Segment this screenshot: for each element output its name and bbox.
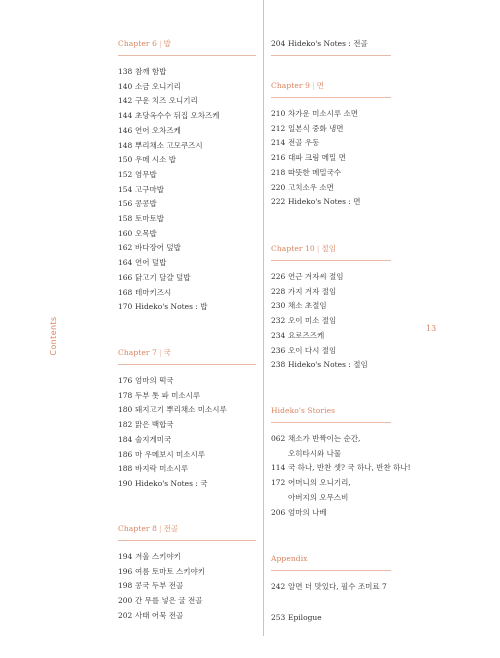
chapter-subtitle: 전골 xyxy=(163,524,179,533)
toc-item[interactable] xyxy=(271,314,391,329)
toc-page-number: 184 xyxy=(118,434,133,444)
toc-item-title: 여름 토마토 스키야키 xyxy=(135,566,205,576)
toc-page-number: 204 xyxy=(271,39,286,48)
toc-page-number: 212 xyxy=(271,123,286,133)
toc-list xyxy=(271,432,411,520)
chapter-section xyxy=(118,523,256,624)
toc-item[interactable] xyxy=(118,374,256,389)
toc-page-number: 188 xyxy=(118,464,133,474)
toc-item[interactable] xyxy=(118,227,256,242)
toc-item-title: Hideko's Notes : 밥 xyxy=(135,302,208,312)
toc-item[interactable] xyxy=(118,153,256,168)
toc-item[interactable] xyxy=(118,403,256,418)
toc-item-title: 연어 덮밥 xyxy=(135,258,167,268)
toc-page-number: 230 xyxy=(271,301,286,311)
toc-list xyxy=(271,580,391,625)
toc-list xyxy=(118,65,256,315)
section-rule xyxy=(271,422,391,423)
toc-page-number: 152 xyxy=(118,169,133,179)
toc-page-number: 178 xyxy=(118,390,133,400)
toc-page-number: 198 xyxy=(118,581,133,591)
toc-page-number: 182 xyxy=(118,420,133,430)
toc-item[interactable] xyxy=(271,432,391,461)
toc-item-title: 오목밥 xyxy=(135,228,157,238)
toc-item-title: 대파 크림 메밀 면 xyxy=(288,153,346,163)
toc-item[interactable] xyxy=(118,477,256,492)
section-rule xyxy=(118,55,256,56)
toc-item[interactable] xyxy=(118,168,256,183)
toc-page-number: 154 xyxy=(118,184,133,194)
toc-page-number: 164 xyxy=(118,258,133,268)
toc-item-title: 바지락 미소시루 xyxy=(135,464,189,474)
toc-item[interactable] xyxy=(271,358,391,373)
toc-item-title: 고치소우 소면 xyxy=(288,182,334,192)
toc-page-number: 156 xyxy=(118,199,133,209)
toc-page-number: 222 xyxy=(271,197,286,207)
toc-item-title: 차가운 미소시루 소면 xyxy=(288,109,358,118)
toc-item-title: 채소 초절임 xyxy=(288,301,327,311)
heading-separator: | xyxy=(316,244,320,253)
toc-page-number: 186 xyxy=(118,449,133,459)
toc-page-number: 196 xyxy=(118,566,133,576)
page-number: 13 xyxy=(426,324,437,333)
toc-page-number: 176 xyxy=(118,376,133,385)
section-rule xyxy=(271,260,391,261)
chapter-subtitle: 면 xyxy=(316,81,324,90)
chapter-number: Chapter 6 xyxy=(118,39,157,48)
chapter-heading xyxy=(118,347,256,358)
toc-item-title: 닭고기 달걀 덮밥 xyxy=(135,272,191,282)
chapter-number: Chapter 7 xyxy=(118,348,157,357)
chapter-subtitle: 밥 xyxy=(163,39,171,48)
toc-item-title: 엄마의 나베 xyxy=(288,507,327,517)
chapter-number: Chapter 8 xyxy=(118,524,157,533)
toc-page-number: 160 xyxy=(118,228,133,238)
toc-item[interactable] xyxy=(118,286,256,301)
toc-item[interactable] xyxy=(118,183,256,198)
toc-item[interactable] xyxy=(271,476,391,505)
toc-item-title: 따뜻한 메밀국수 xyxy=(288,167,342,177)
toc-item[interactable] xyxy=(271,611,391,626)
toc-page-number: 194 xyxy=(118,552,133,561)
section-rule xyxy=(271,570,391,571)
toc-item[interactable] xyxy=(271,151,391,166)
section-rule xyxy=(118,540,256,541)
toc-item[interactable] xyxy=(271,166,391,181)
toc-page-number: 172 xyxy=(271,478,286,488)
chapter-number: Chapter 10 xyxy=(271,244,315,253)
toc-page-number: 062 xyxy=(271,434,286,443)
toc-item-title: 간 무를 넣은 굴 전골 xyxy=(135,596,203,606)
chapter-heading xyxy=(118,38,256,49)
heading-separator: | xyxy=(311,81,315,90)
toc-item[interactable] xyxy=(118,565,256,580)
heading-separator: | xyxy=(158,348,162,357)
toc-item[interactable] xyxy=(271,38,391,49)
toc-page-number: 162 xyxy=(118,243,133,253)
toc-page-number: 228 xyxy=(271,286,286,296)
toc-item-title: Hideko's Notes : 전골 xyxy=(288,39,368,48)
toc-item[interactable] xyxy=(271,122,391,137)
contents-side-label: Contents xyxy=(49,316,58,356)
toc-page-number: 148 xyxy=(118,140,133,150)
toc-item-title: 고구마밥 xyxy=(135,184,164,194)
toc-item-title: 전골 우동 xyxy=(288,138,320,148)
toc-item[interactable] xyxy=(271,270,391,285)
toc-item-title: 마 우메보시 미소시루 xyxy=(135,449,205,459)
toc-item-title: 바다장어 덮밥 xyxy=(135,243,181,253)
toc-item-title: 테마키즈시 xyxy=(135,287,172,297)
chapter-section xyxy=(271,243,391,373)
toc-item-title: 구운 치즈 오니기리 xyxy=(135,96,198,106)
toc-page-number: 170 xyxy=(118,302,133,312)
toc-item[interactable] xyxy=(271,580,391,595)
toc-item[interactable] xyxy=(271,136,391,151)
toc-item[interactable] xyxy=(271,299,391,314)
toc-page-number: 242 xyxy=(271,582,286,591)
section-rule xyxy=(118,364,256,365)
toc-page-number: 144 xyxy=(118,111,133,121)
toc-item-title: 소금 오니기리 xyxy=(135,81,181,91)
toc-page-number: 150 xyxy=(118,155,133,165)
toc-item-title: Epilogue xyxy=(288,612,322,622)
toc-page-number: 202 xyxy=(118,610,133,620)
chapter-section xyxy=(271,80,391,210)
toc-page-number: 142 xyxy=(118,96,133,106)
toc-list xyxy=(118,550,256,624)
toc-item-title: Hideko's Notes : 면 xyxy=(288,197,361,207)
toc-item-title: 알면 더 맛있다, 필수 조미료 7 xyxy=(288,582,387,591)
toc-page-number: 114 xyxy=(271,463,286,473)
toc-item[interactable] xyxy=(271,329,391,344)
toc-item[interactable] xyxy=(118,579,256,594)
toc-page-number: 146 xyxy=(118,125,133,135)
toc-item[interactable] xyxy=(118,65,256,80)
toc-item-title: 뿌리채소 고모쿠즈시 xyxy=(135,140,203,150)
toc-item[interactable] xyxy=(118,212,256,227)
toc-item-title: 토마토밥 xyxy=(135,214,164,224)
toc-item-title: 우메 시소 밥 xyxy=(135,155,176,165)
toc-page-number: 232 xyxy=(271,316,286,326)
section-rule xyxy=(271,55,391,56)
chapter-section xyxy=(118,347,256,492)
toc-item[interactable] xyxy=(118,609,256,624)
toc-item[interactable] xyxy=(118,594,256,609)
toc-page-number: 138 xyxy=(118,67,133,76)
section-heading: Appendix xyxy=(271,554,308,563)
toc-item[interactable] xyxy=(118,418,256,433)
chapter-heading xyxy=(271,243,391,254)
toc-item-title: 겨울 스키야키 xyxy=(135,552,181,561)
heading-separator: | xyxy=(158,524,162,533)
toc-item[interactable] xyxy=(118,300,256,315)
chapter-subtitle: 절임 xyxy=(321,244,337,253)
toc-page-number: 190 xyxy=(118,478,133,488)
toc-item[interactable] xyxy=(118,241,256,256)
toc-item-title: 가지 겨자 절임 xyxy=(288,286,337,296)
toc-item[interactable] xyxy=(118,197,256,212)
toc-item-title: 요로즈즈케 xyxy=(288,330,325,340)
toc-page-number: 210 xyxy=(271,109,286,118)
toc-page-number: 200 xyxy=(118,596,133,606)
toc-item[interactable] xyxy=(118,448,256,463)
toc-item[interactable] xyxy=(271,107,391,122)
toc-item[interactable] xyxy=(118,80,256,95)
heading-separator: | xyxy=(158,39,162,48)
toc-item-title: Hideko's Notes : 국 xyxy=(135,478,208,488)
toc-item-title: 염무밥 xyxy=(135,169,157,179)
toc-item[interactable] xyxy=(118,109,256,124)
toc-item-title-continued: 오히타시와 나물 xyxy=(288,448,342,458)
toc-item-title: 두부 톳 파 미소시루 xyxy=(135,390,201,400)
toc-item-title: 연어 오차즈케 xyxy=(135,125,181,135)
toc-item[interactable] xyxy=(271,285,391,300)
toc-item[interactable] xyxy=(271,181,391,196)
chapter-section xyxy=(118,38,256,315)
toc-item-title: 맑은 백합국 xyxy=(135,420,174,430)
toc-page-number: 238 xyxy=(271,360,286,370)
toc-item-title: 엄마의 떡국 xyxy=(135,376,174,385)
toc-page-number: 206 xyxy=(271,507,286,517)
toc-page-number: 168 xyxy=(118,287,133,297)
toc-item-title: 오이 다시 절임 xyxy=(288,345,337,355)
toc-item[interactable] xyxy=(118,389,256,404)
column-divider xyxy=(263,0,264,636)
section-rule xyxy=(271,97,391,98)
section-heading: Hideko's Stories xyxy=(271,406,336,415)
toc-page-number: 253 xyxy=(271,612,286,622)
toc-list xyxy=(118,374,256,492)
toc-item[interactable] xyxy=(271,344,391,359)
toc-page-number: 236 xyxy=(271,345,286,355)
toc-page-number: 234 xyxy=(271,330,286,340)
chapter-heading xyxy=(118,523,256,534)
toc-item-title-continued: 아버지의 오무스비 xyxy=(288,492,349,502)
toc-item-title: 어머니의 오니기리, xyxy=(288,478,351,488)
toc-item-title: 돼지고기 뿌리채소 미소시루 xyxy=(135,405,227,415)
toc-page-number: 140 xyxy=(118,81,133,91)
appendix-section xyxy=(271,553,391,625)
toc-item-title: 채소가 반짝이는 순간, xyxy=(288,434,361,443)
toc-list xyxy=(271,270,391,373)
toc-item-title: 일본식 중화 냉면 xyxy=(288,123,344,133)
toc-item[interactable] xyxy=(118,256,256,271)
toc-item[interactable] xyxy=(118,94,256,109)
toc-page-number: 226 xyxy=(271,272,286,281)
toc-item[interactable] xyxy=(271,195,391,210)
toc-item[interactable] xyxy=(118,124,256,139)
toc-item-title: 초당옥수수 뒤집 오차즈케 xyxy=(135,111,220,121)
chapter-subtitle: 국 xyxy=(163,348,171,357)
toc-page-number: 158 xyxy=(118,214,133,224)
toc-page-number: 218 xyxy=(271,167,286,177)
toc-item-title: 술지게미국 xyxy=(135,434,172,444)
toc-page-number: 216 xyxy=(271,153,286,163)
toc-item-title: 국 하나, 반찬 셋? 국 하나, 반찬 하나! xyxy=(288,463,411,473)
toc-item[interactable] xyxy=(118,433,256,448)
toc-item-title: Hideko's Notes : 절임 xyxy=(288,360,368,370)
chapter-heading xyxy=(271,80,391,91)
toc-item-title: 사태 어묵 전골 xyxy=(135,610,184,620)
toc-page-number: 180 xyxy=(118,405,133,415)
toc-item[interactable] xyxy=(118,139,256,154)
toc-item-title: 연근 겨자씨 절임 xyxy=(288,272,344,281)
toc-item[interactable] xyxy=(118,550,256,565)
toc-page-number: 220 xyxy=(271,182,286,192)
chapter-number: Chapter 9 xyxy=(271,81,310,90)
toc-list xyxy=(271,107,391,210)
toc-item-title: 참깨 함밥 xyxy=(135,67,167,76)
toc-item[interactable] xyxy=(118,462,256,477)
toc-item[interactable] xyxy=(271,461,411,476)
chapter-continuation xyxy=(271,38,391,65)
toc-item[interactable] xyxy=(271,506,391,521)
stories-section xyxy=(271,405,411,520)
toc-page-number: 214 xyxy=(271,138,286,148)
toc-item-title: 콩국 두부 전골 xyxy=(135,581,184,591)
toc-item-title: 콩콩밥 xyxy=(135,199,157,209)
toc-page-number: 166 xyxy=(118,272,133,282)
toc-item-title: 오이 미소 절임 xyxy=(288,316,337,326)
toc-item[interactable] xyxy=(118,271,256,286)
